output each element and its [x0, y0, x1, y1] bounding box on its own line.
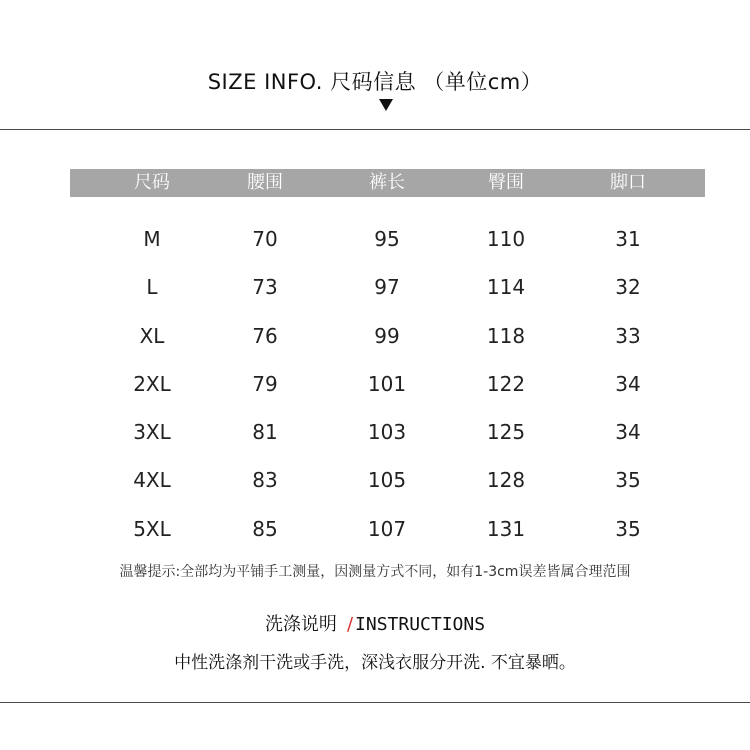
- cell-size: 4XL: [133, 468, 171, 493]
- size-table-body: [0, 215, 750, 553]
- instructions-title-cn: 洗涤说明: [264, 614, 337, 635]
- cell-size: L: [146, 275, 158, 300]
- cell-waist: 83: [252, 468, 278, 493]
- cell-hem: 32: [615, 275, 641, 300]
- cell-hip: 110: [486, 227, 526, 251]
- table-row: [0, 505, 750, 553]
- column-header-size: 尺码: [134, 172, 170, 193]
- instructions-title-en: INSTRUCTIONS: [355, 614, 486, 635]
- cell-hem: 35: [615, 516, 641, 541]
- cell-hip: 125: [486, 420, 526, 445]
- down-arrow-icon: [379, 99, 393, 111]
- cell-hem: 33: [615, 323, 641, 348]
- measurement-note: 温馨提示:全部均为平铺手工测量，因测量方式不同，如有1-3cm误差皆属合理范围: [119, 564, 631, 580]
- cell-hem: 34: [615, 420, 641, 445]
- table-row: [0, 215, 750, 263]
- cell-length: 101: [367, 371, 407, 396]
- table-row: [0, 456, 750, 504]
- cell-hem: 35: [615, 468, 641, 493]
- cell-length: 105: [367, 468, 407, 493]
- cell-hip: 131: [486, 516, 526, 541]
- table-row: [0, 263, 750, 311]
- cell-hem: 34: [615, 371, 641, 396]
- cell-length: 107: [367, 516, 407, 541]
- cell-hip: 122: [486, 371, 526, 396]
- size-table-header: [70, 169, 705, 197]
- cell-length: 95: [374, 227, 400, 251]
- column-header-hip: 臀围: [488, 172, 524, 193]
- instructions-heading: [0, 610, 750, 636]
- bottom-divider: [0, 702, 750, 703]
- table-row: [0, 408, 750, 456]
- cell-waist: 76: [252, 323, 278, 348]
- cell-hip: 114: [486, 275, 526, 300]
- cell-hip: 128: [486, 468, 526, 493]
- cell-waist: 79: [252, 371, 278, 396]
- cell-size: 3XL: [133, 420, 171, 445]
- cell-length: 99: [374, 323, 400, 348]
- cell-size: XL: [139, 323, 165, 348]
- top-divider: [0, 129, 750, 130]
- cell-hip: 118: [486, 323, 526, 348]
- cell-hem: 31: [615, 227, 641, 251]
- cell-size: 5XL: [133, 516, 171, 541]
- cell-length: 97: [374, 275, 400, 300]
- page-title: SIZE INFO. 尺码信息 （单位cm）: [207, 70, 543, 94]
- cell-size: 2XL: [133, 371, 171, 396]
- cell-waist: 81: [252, 420, 278, 445]
- table-row: [0, 360, 750, 408]
- table-row: [0, 312, 750, 360]
- instructions-slash: /: [346, 614, 354, 635]
- cell-size: M: [143, 227, 161, 251]
- cell-waist: 70: [252, 227, 278, 251]
- cell-waist: 73: [252, 275, 278, 300]
- column-header-waist: 腰围: [247, 172, 283, 193]
- instructions-text: 中性洗涤剂干洗或手洗，深浅衣服分开洗. 不宜暴晒。: [174, 653, 576, 673]
- cell-waist: 85: [252, 516, 278, 541]
- column-header-length: 裤长: [369, 172, 405, 193]
- column-header-hem: 脚口: [610, 172, 646, 193]
- cell-length: 103: [367, 420, 407, 445]
